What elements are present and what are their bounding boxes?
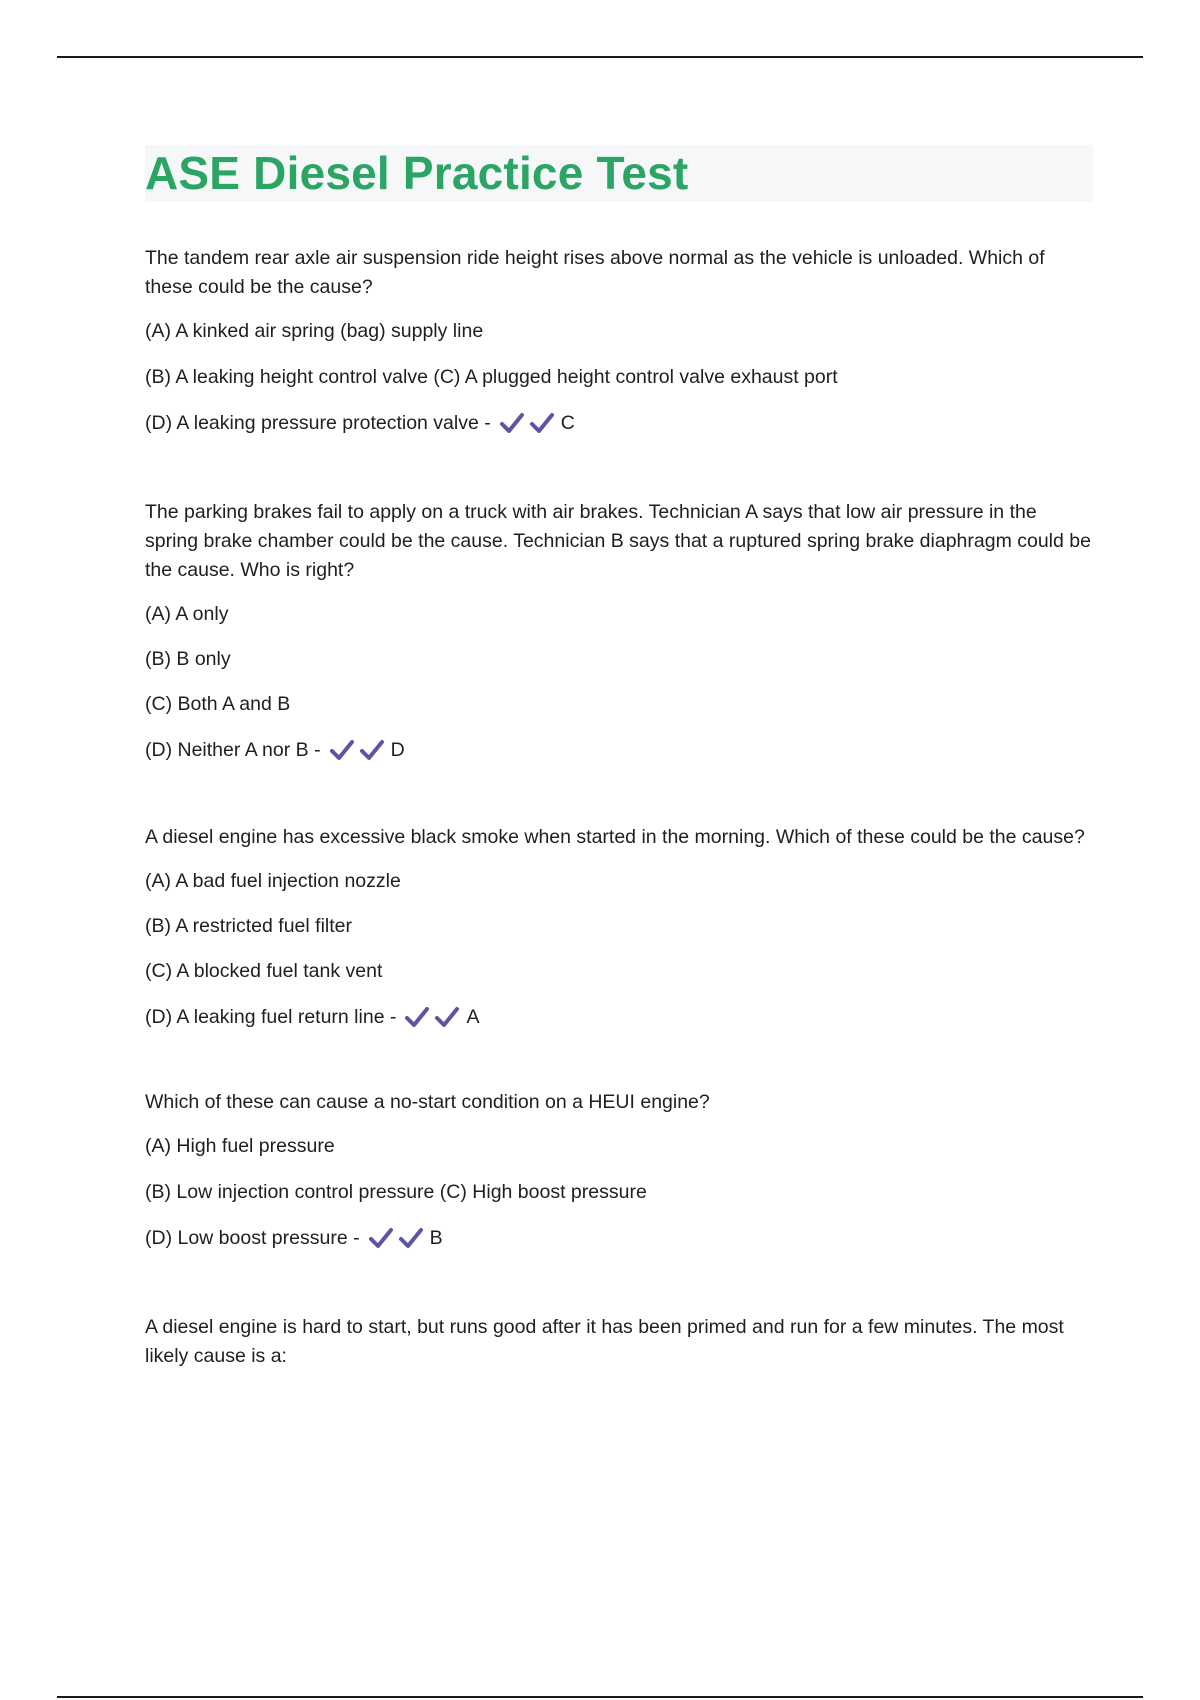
question-3 xyxy=(145,823,1093,1030)
top-rule xyxy=(57,56,1143,58)
bottom-rule xyxy=(57,1696,1143,1698)
option-d-answer-line xyxy=(145,737,1093,763)
question-text: The tandem rear axle air suspension ride height rises above normal as the vehicle is unloaded. Which of these could be the cause? xyxy=(145,247,1045,298)
page-title: ASE Diesel Practice Test xyxy=(145,147,689,199)
option-a: (A) A only xyxy=(145,603,229,625)
option-b: (B) Low injection control pressure (C) High boost pressure xyxy=(145,1181,647,1203)
option-b: (B) A leaking height control valve (C) A plugged height control valve exhaust port xyxy=(145,366,838,388)
option-a: (A) High fuel pressure xyxy=(145,1135,335,1157)
option-b: (B) B only xyxy=(145,648,231,670)
title-bar xyxy=(145,145,1093,202)
question-text: The parking brakes fail to apply on a truck with air brakes. Technician A says that low air pressure in the spring brake chamber could be the cause. Technician B says that a ruptured spring brake diaphragm could be the cause. Who is right? xyxy=(145,501,1091,581)
option-a: (A) A bad fuel injection nozzle xyxy=(145,870,401,892)
option-a: (A) A kinked air spring (bag) supply line xyxy=(145,320,484,342)
answer-letter: B xyxy=(429,1227,443,1249)
answer-letter: C xyxy=(560,412,575,434)
option-c: (C) A blocked fuel tank vent xyxy=(145,960,383,982)
question-text: A diesel engine has excessive black smoke when started in the morning. Which of these could be the cause? xyxy=(145,826,1085,848)
option-d: (D) A leaking fuel return line - xyxy=(145,1006,397,1028)
document-body xyxy=(145,145,1093,1371)
question-5 xyxy=(145,1313,1093,1371)
option-d: (D) Low boost pressure - xyxy=(145,1227,360,1249)
option-d-answer-line xyxy=(145,1004,1093,1030)
option-d-answer-line xyxy=(145,410,1093,436)
checkmark-icon xyxy=(368,1226,394,1250)
checkmark-icon xyxy=(329,738,355,762)
checkmark-icon xyxy=(529,411,555,435)
answer-letter: A xyxy=(466,1006,480,1028)
option-d: (D) A leaking pressure protection valve - xyxy=(145,412,491,434)
question-text: Which of these can cause a no-start condition on a HEUI engine? xyxy=(145,1091,710,1113)
checkmark-icon xyxy=(359,738,385,762)
question-4 xyxy=(145,1088,1093,1251)
option-b: (B) A restricted fuel filter xyxy=(145,915,352,937)
question-text: A diesel engine is hard to start, but runs good after it has been primed and run for a few minutes. The most likely cause is a: xyxy=(145,1316,1064,1367)
option-d-answer-line xyxy=(145,1225,1093,1251)
checkmark-icon xyxy=(499,411,525,435)
checkmark-icon xyxy=(404,1005,430,1029)
checkmark-icon xyxy=(434,1005,460,1029)
checkmark-icon xyxy=(398,1226,424,1250)
answer-letter: D xyxy=(390,739,405,761)
question-2 xyxy=(145,498,1093,763)
option-d: (D) Neither A nor B - xyxy=(145,739,321,761)
option-c: (C) Both A and B xyxy=(145,693,291,715)
question-1 xyxy=(145,244,1093,436)
